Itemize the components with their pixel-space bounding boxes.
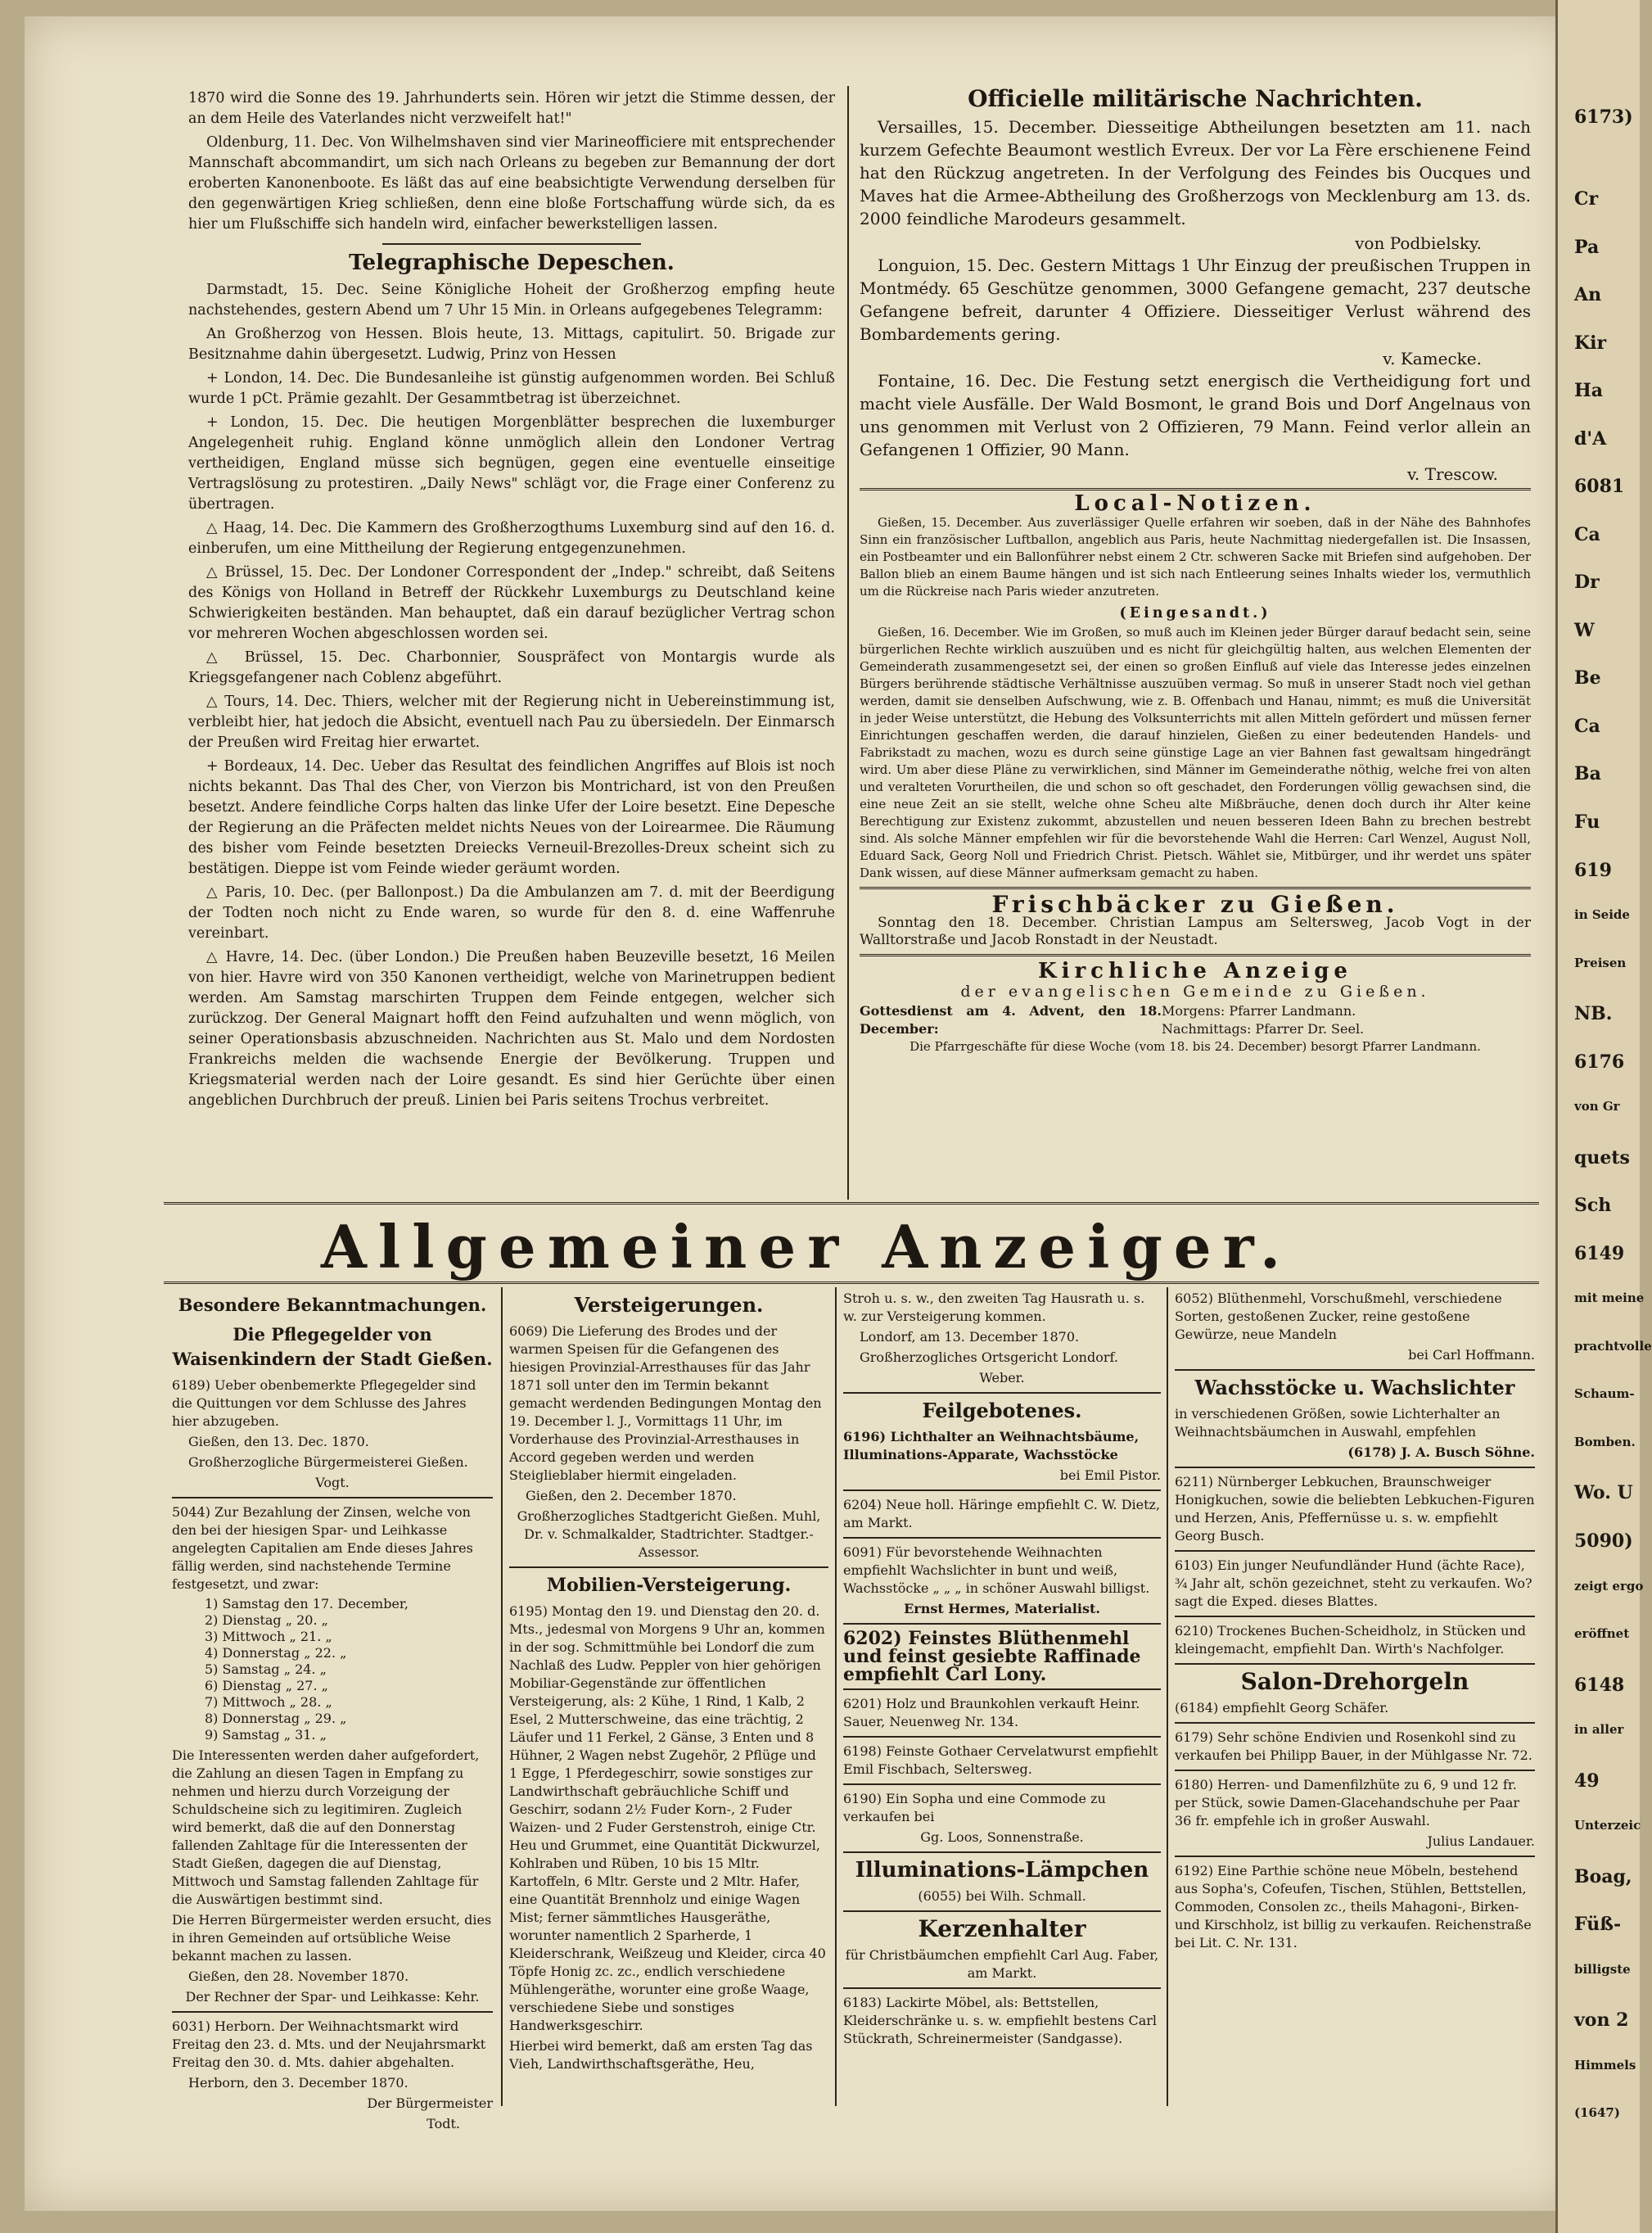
eingesandt-heading: (Eingesandt.) [1119,605,1271,622]
article-havre: △ Havre, 14. Dec. (über London.) Die Preußen haben Beuzeville besetzt, 16 Meilen von hier. Havre wird von 350 Kanonen vertheidigt, welche von Marinetruppen bedient werden. Am Samstag marschirten Truppen dem Feinde entgegen, welcher sich zurückzog. Der General Maignart hofft den Feind aufzuhalten und wenn möglich, von seiner Operationsbasis abzuschneiden. Nachrichten aus St. Malo und dem Nordosten Frankreichs melden die wachsende Energie der Bevölkerung. Truppen und Kriegsmaterial werden nach der Loire gesandt. Es sind hier Gerüchte über einen angeblichen Durchbruch der preuß. Linien bei Paris seitens Trochus verbreitet. [188,949,835,1109]
kirche-note: Die Pfarrgeschäfte für diese Woche (vom 18. bis 24. December) besorgt Pfarrer Landmann. [910,1039,1481,1054]
edge-fragment: 49 [1574,1770,1600,1792]
edge-fragment: Cr [1574,188,1599,210]
ad-column-divider [1167,1287,1168,2106]
article-bordeaux: + Bordeaux, 14. Dec. Ueber das Resultat des feindlichen Angriffes auf Blois ist noch nichts bekannt. Das Thal des Cher, von Vierzon bis Montrichard, ist von den Preußen besetzt. Andere feindliche Corps halten das linke Ufer der Loire besetzt. Eine Depesche der Regierung an die Präfecten meldet nichts Neues von der Loirearmee. Die Räumung des bisher vom Feinde besetzten Dreiecks Verneuil-Brezolles-Dreux scheint sich zu bestätigen. Dieppe ist vom Feinde wieder geräumt worden. [188,758,835,877]
list-item: 5) Samstag „ 24. „ [205,1661,327,1677]
article-bruessel-1: △ Brüssel, 15. Dec. Der Londoner Correspondent der „Indep." schreibt, daß Seitens des Königs von Holland in Betreff der Rückkehr Luxemburgs zu Deutschland keine Schwierigkeiten beständen. Man behauptet, daß ein darauf bezüglicher Vertrag schon vor mehreren Wochen abgeschlossen worden sei. [188,564,835,642]
edge-fragment: 6149 [1574,1242,1625,1264]
mobilien-heading: Mobilien-Versteigerung. [546,1575,792,1596]
ad-6052: 6052) Blüthenmehl, Vorschußmehl, verschiedene Sorten, gestoßenen Zucker, reine gestoßene Gewürze, neue Mandeln [1175,1291,1502,1342]
ad-6190-sign: Gg. Loos, Sonnenstraße. [920,1829,1084,1845]
ads-column-2 [509,1290,828,2076]
ad-6196-by: bei Emil Pistor. [1059,1467,1161,1483]
article-london-2: + London, 15. Dec. Die heutigen Morgenblätter besprechen die luxemburger Angelegenheit ruhig. England könne unmöglich allein den Londoner Vertrag vertheidigen, England müsse sich begnügen, gegen eine eventuelle einseitige Vertragslösung zu protestiren. „Daily News" schlägt vor, die Frage einer Conferenz zu übertragen. [188,414,835,513]
ad-6069: 6069) Die Lieferung des Brodes und der warmen Speisen für die Gefangenen des hiesigen Provinzial-Arresthauses für das Jahr 1871 soll unter den im Termin bekannt gemacht werdenden Bedingungen Montag den 19. December l. J., Vormittags 11 Uhr, im Vorderhause des Provinzial-Arresthauses in Accord gegeben werden und werden Steiglieblaber hiermit eingeladen. [509,1323,822,1483]
edge-fragment: 6148 [1574,1674,1625,1696]
edge-fragment: Dr [1574,572,1600,594]
article-telegram: An Großherzog von Hessen. Blois heute, 13. Mittags, capitulirt. 50. Brigade zur Besitznahme dahin übergesetzt. Ludwig, Prinz von Hessen [188,326,835,363]
edge-fragment: von 2 [1574,2009,1629,2032]
article-paris: △ Paris, 10. Dec. (per Ballonpost.) Da die Ambulanzen am 7. d. mit der Beerdigung der Todten noch nicht zu Ende waren, so wurde für den 8. d. eine Waffenruhe vereinbart. [188,884,835,942]
edge-fragment: Himmels [1574,2057,1636,2073]
ad-6201: 6201) Holz und Braunkohlen verkauft Heinr. Sauer, Neuenweg Nr. 134. [843,1696,1140,1729]
edge-fragment: Bomben. [1574,1434,1636,1449]
edge-fragment: Ca [1574,715,1600,737]
column-divider [847,86,849,1200]
list-item: 9) Samstag „ 31. „ [205,1727,327,1743]
ad-6189: 6189) Ueber obenbemerkte Pflegegelder sind die Quittungen vor dem Schlusse des Jahres hier abzugeben. [172,1377,476,1429]
ad-5044: 5044) Zur Bezahlung der Zinsen, welche von den bei der hiesigen Spar- und Leihkasse angelegten Capitalien am Ende dieses Jahres fällig werden, sind nachstehende Termine festgesetzt, und zwar: [172,1504,473,1592]
list-item: 7) Mittwoch „ 28. „ [205,1694,332,1710]
military-heading: Officielle militärische Nachrichten. [968,85,1423,112]
ads-column-3 [843,1290,1161,2050]
ad-separator [172,1497,493,1498]
article-tours: △ Tours, 14. Dec. Thiers, welcher mit der Regierung nicht in Uebereinstimmung ist, verbleibt hier, hat jedoch die Absicht, eventuell nach Pau zu übersiedeln. Der Einmarsch der Preußen wird Freitag hier erwartet. [188,694,835,751]
ad-separator [1175,1856,1535,1857]
edge-fragment: von Gr [1574,1099,1620,1114]
article-bruessel-2: △ Brüssel, 15. Dec. Charbonnier, Souspräfect von Montargis wurde als Kriegsgefangener nach Coblenz abgeführt. [188,649,835,686]
edge-fragment: (1647) [1574,2105,1620,2121]
ad-5044-sign: Der Rechner der Spar- und Leihkasse: Kehr. [185,1989,480,2005]
ad-6196: 6196) Lichthalter an Weihnachtsbäume, Illuminations-Apparate, Wachsstöcke [843,1429,1140,1462]
section-divider [860,954,1531,956]
edge-fragment: NB. [1574,1003,1613,1025]
masthead-top-rule [164,1202,1539,1205]
article-local-1: Gießen, 15. December. Aus zuverlässiger Quelle erfahren wir soeben, daß in der Nähe des Bahnhofes Sinn ein französischer Luftballon, angeblich aus Paris, heute Nachmittag niedergefallen ist. Die Insassen, ein Postbeamter und ein Ballonführer nebst einem 2 Ctr. schweren Sacke mit Briefen sind aufgehoben. Der Ballon blieb an einem Baume hängen und ist sich nach Entleerung seines Inhalts wieder los, vermuthlich um die Rückreise nach Paris wieder anzutreten. [860,515,1531,599]
ad-column-divider [501,1287,503,2106]
right-news-column [860,85,1531,1055]
edge-fragment: Fu [1574,811,1600,833]
ad-6202: 6202) Feinstes Blüthenmehl und feinst gesiebte Raffinade empfiehlt Carl Lony. [843,1628,1141,1685]
ad-separator [843,1623,1161,1625]
edge-fragment: Kir [1574,332,1607,354]
section-heading: Feilgebotenes. [922,1399,1082,1422]
ad-6052-by: bei Carl Hoffmann. [1408,1347,1535,1363]
list-item: 6) Dienstag „ 27. „ [205,1678,328,1693]
ad-separator [1175,1770,1535,1771]
ad-separator [843,1910,1161,1912]
ad-6031-date: Herborn, den 3. December 1870. [188,2075,408,2091]
baecker-text: Sonntag den 18. December. Christian Lampus am Seltersweg, Jacob Vogt in der Walltorstraße und Jacob Ronstadt in der Neustadt. [860,915,1531,948]
ad-separator [1175,1467,1535,1468]
edge-fragment: Ha [1574,380,1604,402]
edge-fragment: in aller [1574,1722,1624,1738]
ad-6210: 6210) Trockenes Buchen-Scheidholz, in Stücken und kleingemacht, empfiehlt Dan. Wirth's Nachfolger. [1175,1623,1526,1657]
ad-separator [1175,1369,1535,1371]
kirche-schedule [860,1002,1531,1038]
baecker-heading: Frischbäcker zu Gießen. [991,891,1399,918]
list-item: 8) Donnerstag „ 29. „ [205,1711,347,1726]
edge-fragment: mit meine [1574,1291,1645,1306]
edge-fragment: eröffnet [1574,1626,1630,1642]
edge-fragment: Wo. U [1574,1482,1633,1504]
ad-cont: Stroh u. s. w., den zweiten Tag Hausrath u. s. w. zur Versteigerung kommen. [843,1291,1145,1324]
ad-6031-sign: Der Bürgermeister [367,2095,493,2111]
edge-fragment: 619 [1574,859,1612,881]
list-item: 4) Donnerstag „ 22. „ [205,1645,347,1661]
signature-trescow: v. Trescow. [1407,464,1498,484]
article-haag: △ Haag, 14. Dec. Die Kammern des Großherzogthums Luxemburg sind auf den 16. d. einberufen, um eine Mittheilung der Regierung entgegenzunehmen. [188,520,835,557]
ad-6195-b: Hierbei wird bemerkt, daß am ersten Tag das Vieh, Landwirthschaftsgeräthe, Heu, [509,2038,813,2072]
kirche-subheading: der evangelischen Gemeinde zu Gießen. [960,983,1430,1001]
article-darmstadt: Darmstadt, 15. Dec. Seine Königliche Hoheit der Großherzog empfing heute nachstehendes, gestern Abend um 7 Uhr 15 Min. in Orleans aufgegebenes Telegramm: [188,282,835,319]
ad-6178: in verschiedenen Größen, sowie Lichterhalter an Weihnachtsbäumchen in Auswahl, empfehlen [1175,1406,1501,1440]
ads-column-1 [172,1290,493,2136]
ad-separator [509,1566,828,1568]
edge-fragment: Ca [1574,523,1600,545]
edge-fragment: 5090) [1574,1530,1633,1553]
article-oldenburg: Oldenburg, 11. Dec. Von Wilhelmshaven sind vier Marineofficiere mit entsprechender Mannschaft abcommandirt, um sich nach Orleans zu begeben zur Bemannung der dort eroberten Kanonenboote. Es läßt das auf eine beabsichtigte Verwendung derselben für den gegenwärtigen Krieg schließen, denn eine bloße Fortschaffung würde sich, da es hier um Flußschiffe sich handeln wird, einfacher bewerkstelligen lassen. [188,134,835,233]
salon-heading: Salon-Drehorgeln [1240,1668,1469,1695]
edge-fragment: in Seide [1574,907,1630,923]
ad-5044-date: Gießen, den 28. November 1870. [188,1969,409,1984]
ad-separator [843,1688,1161,1690]
waisen-title: Die Pflegegelder von Waisenkindern der Stadt Gießen. [172,1324,493,1369]
ad-6189-date: Gießen, den 13. Dec. 1870. [188,1434,369,1449]
edge-fragment: An [1574,284,1602,306]
salon-text: (6184) empfiehlt Georg Schäfer. [1175,1700,1389,1715]
telegraph-heading: Telegraphische Depeschen. [349,251,675,275]
edge-fragment: Be [1574,667,1601,689]
ad-6211: 6211) Nürnberger Lebkuchen, Braunschweiger Honigkuchen, sowie die beliebten Lebkuchen-Figuren und Herzen, Anis, Pfeffernüsse u. s. w. empfiehlt Georg Busch. [1175,1474,1535,1544]
article-london-1: + London, 14. Dec. Die Bundesanleihe ist günstig aufgenommen worden. Bei Schluß wurde 1 pCt. Prämie gezahlt. Der Gesammtbetrag ist überzeichnet. [188,370,835,407]
ad-column-divider [835,1287,837,2106]
local-heading: Local-Notizen. [1074,491,1316,516]
ad-cont-sign: Großherzogliches Ortsgericht Londorf. [860,1349,1118,1365]
kerzen-text: für Christbäumchen empfiehlt Carl Aug. Faber, am Markt. [845,1947,1159,1981]
edge-fragment: Ba [1574,763,1601,785]
ad-separator [1175,1616,1535,1617]
kirche-service-date: Gottesdienst am 4. Advent, den 18. December: [860,1003,1162,1037]
ad-5044-b: Die Interessenten werden daher aufgefordert, die Zahlung an diesen Tagen in Empfang zu nehmen und hierzu durch Vorzeigung der Schuldscheine sich zu legitimiren. Zugleich wird bemerkt, daß die auf den Donnerstag fallenden Zahltage für die Interessenten der Stadt Gießen, dagegen die auf Dienstag, Mittwoch und Samstag fallenden Zahltage für die Auswärtigen bestimmt sind. [172,1747,480,1907]
section-heading: Besondere Bekanntmachungen. [178,1295,487,1315]
ad-6204: 6204) Neue holl. Häringe empfiehlt C. W. Dietz, am Markt. [843,1497,1161,1530]
ad-6198: 6198) Feinste Gothaer Cervelatwurst empfiehlt Emil Fischbach, Seltersweg. [843,1743,1158,1777]
edge-fragment: Preisen [1574,955,1627,970]
kerzen-heading: Kerzenhalter [918,1915,1086,1942]
ad-6031-name: Todt. [427,2116,460,2131]
ad-separator [843,1537,1161,1539]
ad-separator [1175,1550,1535,1552]
termine-list [205,1596,493,1743]
ad-separator [843,1987,1161,1989]
list-item: 2) Dienstag „ 20. „ [205,1612,328,1628]
edge-fragment: quets [1574,1146,1630,1168]
ad-6103: 6103) Ein junger Neufundländer Hund (ächte Race), ¾ Jahr alt, schön gezeichnet, steht zu verkaufen. Wo? sagt die Exped. dieses Blattes. [1175,1557,1532,1609]
ad-6192: 6192) Eine Parthie schöne neue Möbeln, bestehend aus Sopha's, Cofeufen, Tischen, Stühlen, Bettstellen, Commoden, Consolen zc., theils Mahagoni-, Birken- und Kirschholz, ist billig zu verkaufen. Reichenstraße bei Lit. C. Nr. 131. [1175,1863,1532,1950]
edge-fragment: Sch [1574,1195,1612,1217]
edge-fragment: Pa [1574,236,1600,258]
ad-cont-date: Londorf, am 13. December 1870. [860,1329,1080,1345]
ad-6179: 6179) Sehr schöne Endivien und Rosenkohl sind zu verkaufen bei Philipp Bauer, in der Mühlgasse Nr. 72. [1175,1729,1532,1763]
masthead-title: Allgemeiner Anzeiger. [320,1212,1293,1281]
wachsstoecke-heading: Wachsstöcke u. Wachslichter [1194,1376,1515,1399]
section-heading: Versteigerungen. [574,1293,764,1317]
signature-kamecke: v. Kamecke. [1383,349,1482,368]
edge-fragment: W [1574,619,1595,641]
ad-6190: 6190) Ein Sopha und eine Commode zu verkaufen bei [843,1791,1106,1824]
ad-6178-sign: (6178) J. A. Busch Söhne. [1347,1444,1535,1460]
ad-6031: 6031) Herborn. Der Weihnachtsmarkt wird Freitag den 23. d. Mts. und der Neujahrsmarkt Freitag den 30. d. Mts. dahier abgehalten. [172,2018,486,2070]
page-number: 6173) [1574,106,1633,128]
ad-separator [843,1392,1161,1394]
section-divider [860,488,1531,490]
ad-6180-sign: Julius Landauer. [1427,1833,1535,1849]
ad-separator [1175,1663,1535,1665]
edge-fragment: billigste [1574,1961,1631,1977]
ad-5044-c: Die Herren Bürgermeister werden ersucht, dies in ihren Gemeinden auf ortsübliche Weise bekannt machen zu lassen. [172,1912,492,1964]
ad-cont-name: Weber. [979,1370,1025,1385]
ad-6069-date: Gießen, den 2. December 1870. [526,1488,737,1503]
edge-fragment: Boag, [1574,1865,1632,1887]
section-divider [382,243,641,245]
ad-6180: 6180) Herren- und Damenfilzhüte zu 6, 9 und 12 fr. per Stück, sowie Damen-Glacehandschuhe per Paar 36 fr. empfehle ich in großer Auswahl. [1175,1777,1520,1828]
signature-podbielsky: von Podbielsky. [1355,233,1482,253]
masthead-bottom-rule [164,1281,1539,1284]
ads-column-4 [1175,1290,1535,1955]
newspaper-page [25,16,1572,2211]
illumination-by: (6055) bei Wilh. Schmall. [918,1888,1086,1904]
article-versailles: Versailles, 15. December. Diesseitige Abtheilungen besetzten am 11. nach kurzem Gefechte Beaumont westlich Evreux. Der vor La Fère erschienene Feind hat den Rückzug angetreten. In der Verfolgung des Feindes bis Oucques und Maves hat die Armee-Abtheilung des Großherzogs von Mecklenburg am 13. ds. 2000 feindliche Marodeurs gesammelt. [860,117,1531,228]
ad-separator [843,1851,1161,1853]
edge-fragment: Füß- [1574,1914,1622,1936]
article-longuion: Longuion, 15. Dec. Gestern Mittags 1 Uhr Einzug der preußischen Truppen in Montmédy. 65 Geschütze genommen, 3000 Gefangene gemacht, 237 deutsche Gefangene befreit, darunter 4 Offiziere. Diesseitiger Verlust während des Bombardements gering. [860,255,1531,344]
edge-fragment: d'A [1574,427,1607,450]
article-intro: 1870 wird die Sonne des 19. Jahrhunderts sein. Hören wir jetzt die Stimme dessen, der an dem Heile des Vaterlandes nicht verzweifelt hat!" [188,90,835,127]
ad-separator [843,1489,1161,1491]
ad-6091: 6091) Für bevorstehende Weihnachten empfiehlt Wachslichter in bunt und weiß, Wachsstöcke „ „ „ in schöner Auswahl billigst. [843,1544,1150,1596]
edge-fragment: 6176 [1574,1051,1625,1073]
list-item: 3) Mittwoch „ 21. „ [205,1629,332,1644]
ad-6195: 6195) Montag den 19. und Dienstag den 20. d. Mts., jedesmal von Morgens 9 Uhr an, kommen in der sog. Schmittmühle bei Londorf die zum Nachlaß des Ludw. Peppler von hier gehörigen Mobiliar-Gegenstände zur öffentlichen Versteigerung, als: 2 Kühe, 1 Rind, 1 Kalb, 2 Esel, 2 Mutterschweine, das eine trächtig, 2 Läufer und 11 Ferkel, 2 Gänse, 3 Enten und 8 Hühner, 2 Wagen nebst Zugehör, 2 Pflüge und 1 Egge, 1 Pferdegeschirr, sowie sonstiges zur Landwirthschaft gebräuchliche Schiff und Geschirr, sodann 2½ Fuder Korn-, 2 Fuder Waizen- und 2 Fuder Gerstenstroh, einige Ctr. Heu und Grummet, eine Quantität Dickwurzel, Kohlraben und Rüben, 10 bis 15 Mltr. Kartoffeln, 6 Mltr. Gerste und 2 Mltr. Hafer, eine Quantität Brennholz und einige Wagen Mist; ferner sämmtliches Hausgeräthe, worunter namentlich 2 Sparherde, 1 Kleiderschrank, Weißzeug und Kleider, circa 40 Töpfe Honig zc. zc., endlich verschiedene Mühlengeräthe, worunter eine große Waage, verschiedene Siebe und sonstiges Handwerksgeschirr. [509,1603,826,2033]
ad-separator [172,2011,493,2013]
ad-6183: 6183) Lackirte Möbel, als: Bettstellen, Kleiderschränke u. s. w. empfiehlt bestens Carl Stückrath, Schreinermeister (Sandgasse). [843,1995,1157,2046]
ad-6069-sign: Großherzogliches Stadtgericht Gießen. Muhl, Dr. v. Schmalkalder, Stadtrichter. Stadtger.-Assessor. [517,1508,821,1560]
kirche-morning: Morgens: Pfarrer Landmann. [1162,1003,1356,1019]
section-divider [860,887,1531,889]
kirche-times [1162,1002,1531,1038]
ad-separator [843,1736,1161,1738]
edge-fragment: Schaum- [1574,1386,1635,1402]
adjacent-page-edge [1555,0,1652,2233]
edge-fragment: zeigt ergo [1574,1578,1644,1593]
article-eingesandt: Gießen, 16. December. Wie im Großen, so muß auch im Kleinen jeder Bürger darauf bedacht sein, seine bürgerlichen Rechte wirklich auszuüben und es nicht für gleichgültig halten, aus welchen Elementen der Gemeinderath zusammengesetzt sei, der einen so großen Einfluß auf viele das Interesse jedes einzelnen Bürgers berührende städtische Verhältnisse auszuüben vermag. So muß in unserer Stadt noch viel gethan werden, damit sie denselben Aufschwung, wie z. B. Offenbach und Hanau, nimmt; es muß die Universität in jeder Weise unterstützt, die Hebung des Volksunterrichts mit allen Mitteln gefördert und müssen ferner Einrichtungen geschaffen werden, die darauf hinzielen, Gießen zu einer bedeutenden Handels- und Fabrikstadt zu machen, wozu es durch seine günstige Lage an vier Bahnen fast gewaltsam hingedrängt wird. Um aber diese Pläne zu verwirklichen, sind Männer im Gemeinderathe nöthig, welche frei von alten und veralteten Vorurtheilen, die und schon so oft geschadet, den Forderungen völlig gewachsen sind, die eine neue Zeit an sie stellt, welche ohne Scheu alte Mißbräuche, denen doch durch ihr Alter keine Berechtigung zur Existenz zukommt, abzustellen und neuen besseren Ideen Bahn zu brechen bestrebt sind. Als solche Männer empfehlen wir für die bevorstehende Wahl die Herren: Carl Wenzel, August Noll, Eduard Sack, Georg Noll und Friedrich Christ. Pietsch. Wählet sie, Mitbürger, und ihr werdet uns später Dank wissen, auf diese Männer aufmerksam gemacht zu haben. [860,625,1531,880]
ad-6091-sign: Ernst Hermes, Materialist. [904,1601,1100,1616]
article-fontaine: Fontaine, 16. Dec. Die Festung setzt energisch die Vertheidigung fort und macht viele Ausfälle. Der Wald Bosmont, le grand Bois und Dorf Angelnaus von uns genommen mit Verlust von 2 Offizieren, 79 Mann. Feind verlor allein an Gefangenen 1 Offizier, 90 Mann. [860,371,1531,459]
kirche-heading: Kirchliche Anzeige [1038,959,1352,983]
edge-fragment: 6081 [1574,476,1625,498]
edge-fragment: prachtvolle [1574,1338,1652,1354]
list-item: 1) Samstag den 17. December, [205,1596,408,1611]
illumination-heading: Illuminations-Lämpchen [855,1858,1149,1883]
left-news-column [188,88,835,1114]
ad-separator [843,1783,1161,1785]
ad-separator [1175,1722,1535,1724]
edge-fragment: Unterzeic [1574,1818,1641,1833]
ad-6189-sign: Großherzogliche Bürgermeisterei Gießen. [188,1454,468,1470]
ad-6189-name: Vogt. [315,1475,350,1490]
kirche-afternoon: Nachmittags: Pfarrer Dr. Seel. [1162,1021,1365,1037]
